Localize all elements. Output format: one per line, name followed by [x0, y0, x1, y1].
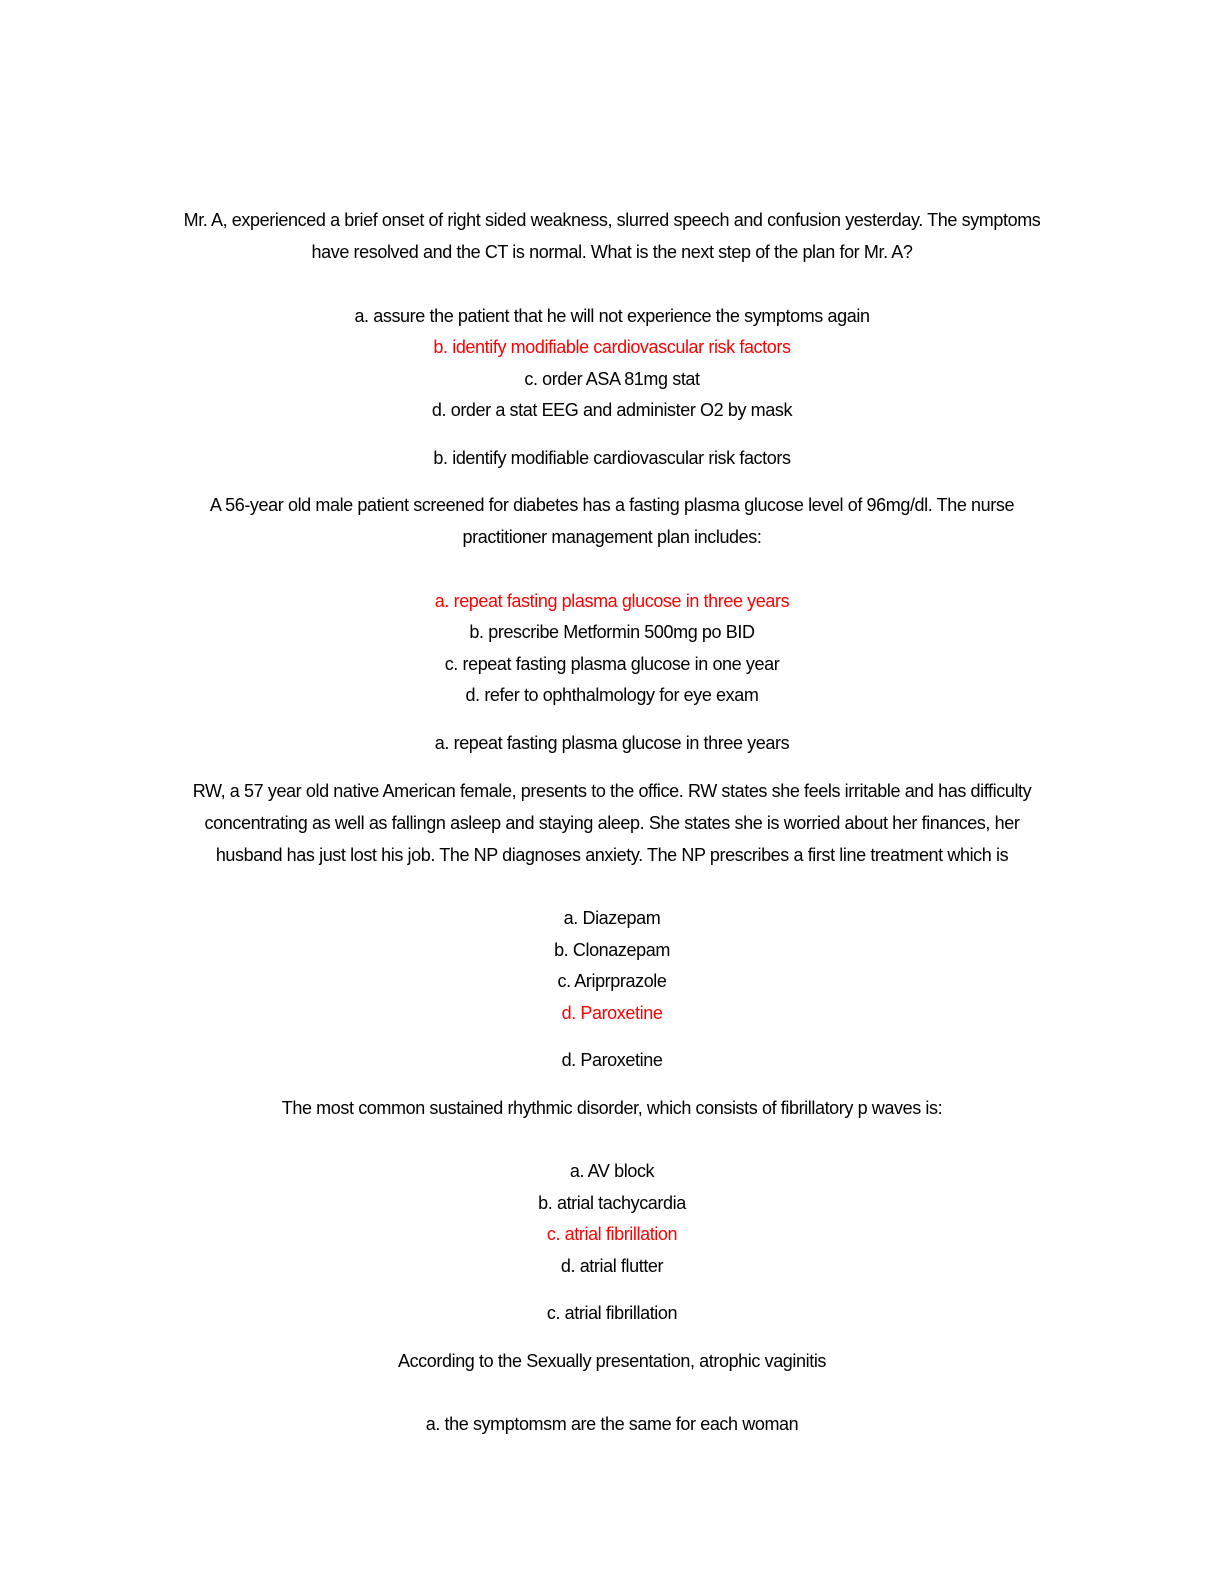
question-4-option-b: b. atrial tachycardia	[538, 1193, 686, 1213]
question-3-option-c: c. Ariprprazole	[557, 971, 667, 991]
question-4-stem-line-1: The most common sustained rhythmic disorder, which consists of fibrillatory p waves is:	[281, 1098, 943, 1118]
question-2-stem-line-2: practitioner management plan includes:	[462, 527, 762, 547]
question-4-answer: c. atrial fibrillation	[546, 1303, 678, 1323]
question-3-option-b: b. Clonazepam	[554, 940, 670, 960]
question-3-stem-line-3: husband has just lost his job. The NP diagnoses anxiety. The NP prescribes a first line treatment which is	[215, 845, 1009, 865]
question-1-option-d: d. order a stat EEG and administer O2 by mask	[431, 400, 793, 420]
question-2-option-b: b. prescribe Metformin 500mg po BID	[469, 622, 755, 642]
question-2-option-a-correct: a. repeat fasting plasma glucose in three years	[434, 591, 790, 611]
question-1-option-a: a. assure the patient that he will not experience the symptoms again	[354, 306, 870, 326]
question-3-option-d-correct: d. Paroxetine	[561, 1003, 663, 1023]
question-1-answer: b. identify modifiable cardiovascular risk factors	[433, 448, 791, 468]
question-2-answer: a. repeat fasting plasma glucose in three years	[434, 733, 790, 753]
question-5-option-a: a. the symptomsm are the same for each woman	[425, 1414, 799, 1434]
question-2-stem-line-1: A 56-year old male patient screened for diabetes has a fasting plasma glucose level of 96mg/dl. The nurse	[209, 495, 1015, 515]
question-5-stem-line-1: According to the Sexually presentation, atrophic vaginitis	[397, 1351, 827, 1371]
question-3-stem-line-2: concentrating as well as fallingn asleep and staying aleep. She states she is worried about her finances, her	[204, 813, 1020, 833]
question-3-stem-line-1: RW, a 57 year old native American female, presents to the office. RW states she feels irritable and has difficulty	[192, 781, 1032, 801]
question-1-stem-line-1: Mr. A, experienced a brief onset of right sided weakness, slurred speech and confusion yesterday. The symptoms	[183, 210, 1041, 230]
question-3-option-a: a. Diazepam	[563, 908, 661, 928]
question-4-option-a: a. AV block	[569, 1161, 655, 1181]
question-1-option-c: c. order ASA 81mg stat	[524, 369, 700, 389]
question-4-option-d: d. atrial flutter	[560, 1256, 664, 1276]
question-2-option-d: d. refer to ophthalmology for eye exam	[465, 685, 759, 705]
question-1-stem-line-2: have resolved and the CT is normal. What is the next step of the plan for Mr. A?	[311, 242, 913, 262]
question-2-option-c: c. repeat fasting plasma glucose in one year	[444, 654, 780, 674]
question-1-option-b-correct: b. identify modifiable cardiovascular risk factors	[433, 337, 791, 357]
question-3-answer: d. Paroxetine	[561, 1050, 663, 1070]
question-4-option-c-correct: c. atrial fibrillation	[546, 1224, 678, 1244]
